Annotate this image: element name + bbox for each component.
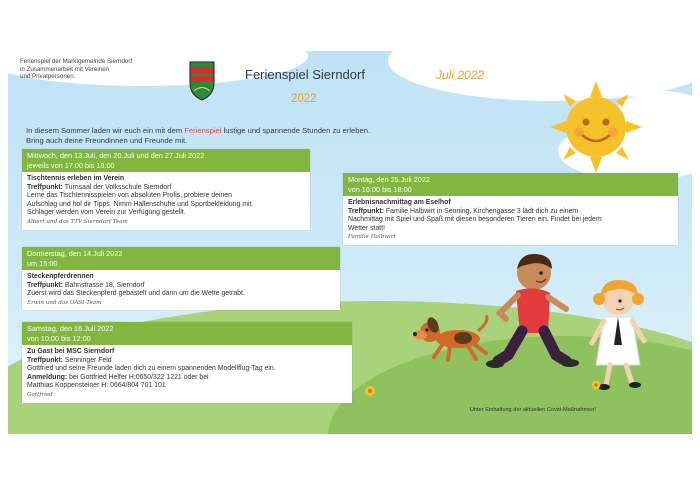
event-time: von 16:00 bis 18:00 — [348, 184, 412, 194]
intro-text-part: lustige und spannende Stunden zu erleben. — [221, 126, 371, 135]
event-date: Donnerstag, den 14.Juli 2022 — [27, 249, 123, 258]
event-description: Nachmittag mit Spiel und Spaß mit diesen besonderen Tieren ein. Findet bei jedem — [348, 216, 602, 224]
intro-text-part: In diesem Sommer laden wir euch ein mit dem — [26, 126, 185, 135]
event-signup — [27, 374, 347, 383]
meeting-place: Familie Halbwirt in Senning, Kirchengasse 3 lädt dich zu einem — [385, 207, 579, 215]
sun-icon — [546, 77, 646, 177]
event-card-header — [22, 247, 340, 270]
meeting-label: Treffpunkt: — [27, 281, 63, 289]
event-card-header — [22, 149, 310, 172]
event-description: Aufschlag und hol dir Tipps. Nimm Hallenschuhe und Sportbekleidung mit. — [27, 200, 254, 208]
event-card-body — [22, 172, 310, 230]
girl-illustration-icon — [586, 275, 656, 395]
event-card-modellflug — [22, 322, 352, 403]
event-card-steckenpferd — [22, 247, 340, 310]
dog-illustration-icon — [408, 315, 493, 365]
event-title: Tischtennis erleben im Verein — [27, 175, 125, 182]
event-card-body — [22, 270, 340, 310]
meeting-place: Senninger Feld — [64, 356, 112, 364]
event-meeting — [27, 282, 335, 291]
signup-contact-2: Matthias Koppensteiner H: 0664/804 701 101 — [27, 382, 166, 390]
event-card-body — [22, 345, 352, 403]
covid-note: Unter Einhaltung der aktuellen Covid-Maßnahmen! — [470, 407, 596, 413]
event-date: Mittwoch, den 13.Juli, den 20.Juli und den 27.Juli 2022 — [27, 151, 205, 160]
intro-text — [26, 126, 466, 146]
event-title: Steckenpferdrennen — [27, 273, 94, 280]
signup-contact: bei Gottfried Helfer H:0650/322 1221 oder bei — [69, 373, 209, 381]
event-meeting — [27, 357, 347, 366]
event-meeting — [27, 184, 305, 193]
poster — [8, 51, 692, 434]
meeting-label: Treffpunkt: — [27, 183, 63, 191]
intro-text-line2: Bring auch deine Freundinnen und Freunde mit. — [26, 136, 188, 145]
boy-illustration-icon — [486, 251, 586, 381]
meeting-place: Turnsaal der Volksschule Sierndorf — [64, 183, 172, 191]
month-label: Juli 2022 — [436, 68, 485, 82]
event-card-body — [343, 196, 678, 245]
meeting-place: Bahnstrasse 18, Sierndorf — [64, 281, 145, 289]
event-card-header — [343, 173, 678, 196]
event-signature: Familie Halbwirt — [348, 234, 396, 241]
meeting-label: Treffpunkt: — [348, 207, 384, 215]
event-signature: Gottfried — [27, 391, 53, 398]
meeting-label: Treffpunkt: — [27, 356, 63, 364]
event-description: Wetter statt! — [348, 224, 386, 232]
organizer-note: Ferienspiel der Marktgemeinde Sierndorf in Zusammenarbeit mit Vereinen und Privatpersonen. — [20, 58, 133, 81]
flower-icon — [590, 379, 602, 391]
coat-of-arms-icon — [189, 61, 215, 101]
event-signature: Erwin und das OASI-Team — [27, 299, 102, 306]
event-date: Montag, den 25.Juli 2022 — [348, 175, 430, 184]
event-time: jeweils von 17:00 bis 18:00 — [27, 160, 115, 170]
signup-label: Anmeldung: — [27, 373, 68, 381]
intro-highlight: Ferienspiel — [184, 126, 222, 135]
event-card-tischtennis — [22, 149, 310, 230]
event-title: Zu Gast bei MSC Sierndorf — [27, 348, 115, 355]
event-time: von 10:00 bis 12:00 — [27, 333, 91, 343]
page-year: 2022 — [291, 93, 317, 105]
event-description: Schläger werden vom Verein zur Verfügung gestellt. — [27, 209, 186, 217]
event-date: Samstag, den 16.Juli 2022 — [27, 324, 114, 333]
event-time: um 15:00 — [27, 258, 58, 268]
event-meeting — [348, 208, 673, 217]
event-title: Erlebnisnachmittag am Eselhof — [348, 199, 451, 206]
event-card-header — [22, 322, 352, 345]
event-signature: Albert und das TTV Sierndorf Team — [27, 218, 128, 225]
event-description: Zuerst wird das Steckenpferd gebastelt und dann um die Wette getrabt. — [27, 290, 245, 298]
flower-icon — [363, 384, 377, 398]
event-description: Lerne das Tischtennisspielen von absoluten Profis, probiere deinen — [27, 192, 232, 200]
page-title: Ferienspiel Sierndorf — [245, 67, 365, 82]
event-card-eselhof — [343, 173, 678, 245]
event-description: Gottfried und seine Freunde laden dich zu einem spannenden Modellflug-Tag ein. — [27, 365, 276, 373]
